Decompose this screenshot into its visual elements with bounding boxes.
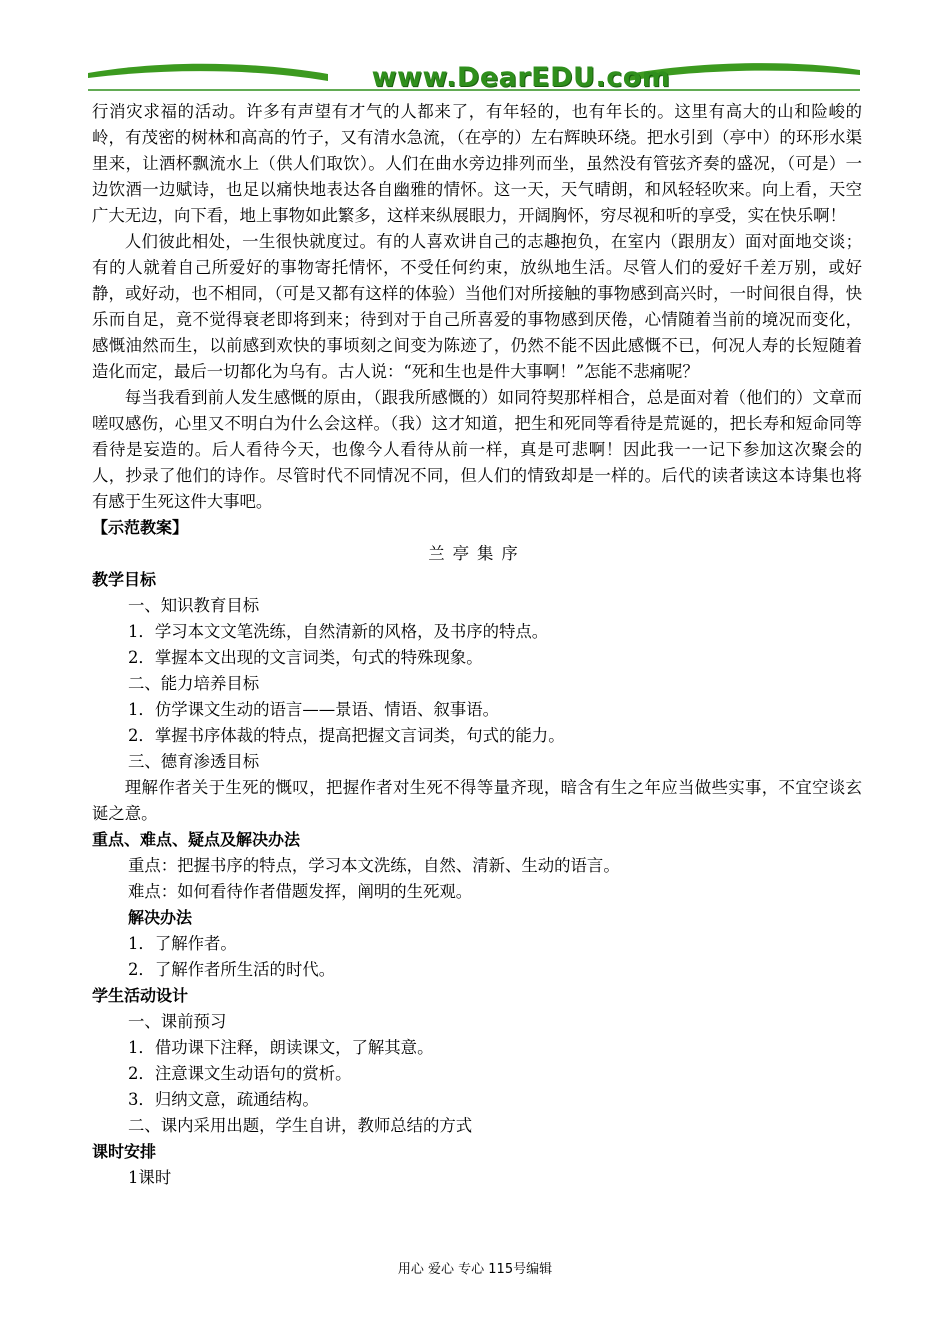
activities-heading: 学生活动设计 bbox=[92, 986, 189, 1005]
keypoint-focus: 重点：把握书序的特点，学习本文洗练，自然、清新、生动的语言。 bbox=[128, 856, 620, 875]
solution-1: 1．了解作者。 bbox=[128, 934, 237, 953]
solution-2: 2．了解作者所生活的时代。 bbox=[128, 960, 336, 979]
ability-goal-1: 1．仿学课文生动的语言——景语、情语、叙事语。 bbox=[128, 700, 500, 719]
translation-paragraph-2: 人们彼此相处，一生很快就度过。有的人喜欢讲自己的志趣抱负，在室内（跟朋友）面对面地交谈；有的人就着自己所爱好的事物寄托情怀，不受任何约束，放纵地生活。尽管人们的爱好千差万别，或好静，或好动，也不相同，（可是又都有这样的体验）当他们对所接触的事物感到高兴时，一时间很自得，快乐而自足，竟不觉得衰老即将到来；待到对于自己所喜爱的事物感到厌倦，心情随着当前的境况而变化，感慨油然而生，以前感到欢快的事顷刻之间变为陈迹了，仍然不能不因此感慨不已，何况人寿的长短随着造化而定，最后一切都化为乌有。古人说：“死和生也是件大事啊！”怎能不悲痛呢？ bbox=[92, 232, 862, 381]
solution-heading: 解决办法 bbox=[128, 908, 193, 927]
in-class-method: 二、课内采用出题，学生自讲，教师总结的方式 bbox=[128, 1116, 473, 1135]
keypoints-heading: 重点、难点、疑点及解决办法 bbox=[92, 830, 301, 849]
moral-goal-title: 三、德育渗透目标 bbox=[128, 752, 260, 771]
keypoint-difficulty: 难点：如何看待作者借题发挥，阐明的生死观。 bbox=[128, 882, 473, 901]
knowledge-goal-title: 一、知识教育目标 bbox=[128, 596, 260, 615]
knowledge-goal-1: 1．学习本文文笔洗练，自然清新的风格，及书序的特点。 bbox=[128, 622, 549, 641]
schedule-heading: 课时安排 bbox=[92, 1142, 157, 1161]
document-body bbox=[92, 99, 862, 1191]
section-tag: 【示范教案】 bbox=[92, 518, 189, 537]
lesson-title: 兰亭集序 bbox=[428, 544, 526, 563]
preview-step-1: 1．借功课下注释，朗读课文，了解其意。 bbox=[128, 1038, 434, 1057]
preview-step-3: 3．归纳文意，疏通结构。 bbox=[128, 1090, 319, 1109]
site-logo[interactable]: www.DearEDU.com bbox=[371, 62, 671, 93]
goals-heading: 教学目标 bbox=[92, 570, 157, 589]
schedule-value: 1课时 bbox=[128, 1168, 172, 1187]
translation-paragraph-3: 每当我看到前人发生感慨的原由，（跟我所感慨的）如同符契那样相合，总是面对着（他们的）文章而嗟叹感伤，心里又不明白为什么会这样。（我）这才知道，把生和死同等看待是荒诞的，把长寿和短命同等看待是妄造的。后人看待今天，也像今人看待从前一样，真是可悲啊！因此我一一记下参加这次聚会的人，抄录了他们的诗作。尽管时代不同情况不同，但人们的情致却是一样的。后代的读者读这本诗集也将有感于生死这件大事吧。 bbox=[92, 388, 862, 511]
preview-title: 一、课前预习 bbox=[128, 1012, 227, 1031]
ability-goal-title: 二、能力培养目标 bbox=[128, 674, 260, 693]
page-footer: 用心 爱心 专心 115号编辑 bbox=[397, 1262, 553, 1277]
translation-paragraph-1: 行消灾求福的活动。许多有声望有才气的人都来了，有年轻的，也有年长的。这里有高大的山和险峻的岭，有茂密的树林和高高的竹子，又有清水急流，（在亭的）左右辉映环绕。把水引到（亭中）的环形水渠里来，让酒杯飘流水上（供人们取饮）。人们在曲水旁边排列而坐，虽然没有管弦齐奏的盛况，（可是）一边饮酒一边赋诗，也足以痛快地表达各自幽雅的情怀。这一天，天气晴朗，和风轻轻吹来。向上看，天空广大无边，向下看，地上事物如此繁多，这样来纵展眼力，开阔胸怀，穷尽视和听的享受，实在快乐啊！ bbox=[92, 102, 862, 225]
preview-step-2: 2．注意课文生动语句的赏析。 bbox=[128, 1064, 352, 1083]
knowledge-goal-2: 2．掌握本文出现的文言词类，句式的特殊现象。 bbox=[128, 648, 483, 667]
site-header bbox=[88, 56, 860, 96]
moral-goal-text: 理解作者关于生死的慨叹，把握作者对生死不得等量齐现，暗含有生之年应当做些实事，不宜空谈玄诞之意。 bbox=[92, 778, 862, 823]
ability-goal-2: 2．掌握书序体裁的特点，提高把握文言词类，句式的能力。 bbox=[128, 726, 565, 745]
